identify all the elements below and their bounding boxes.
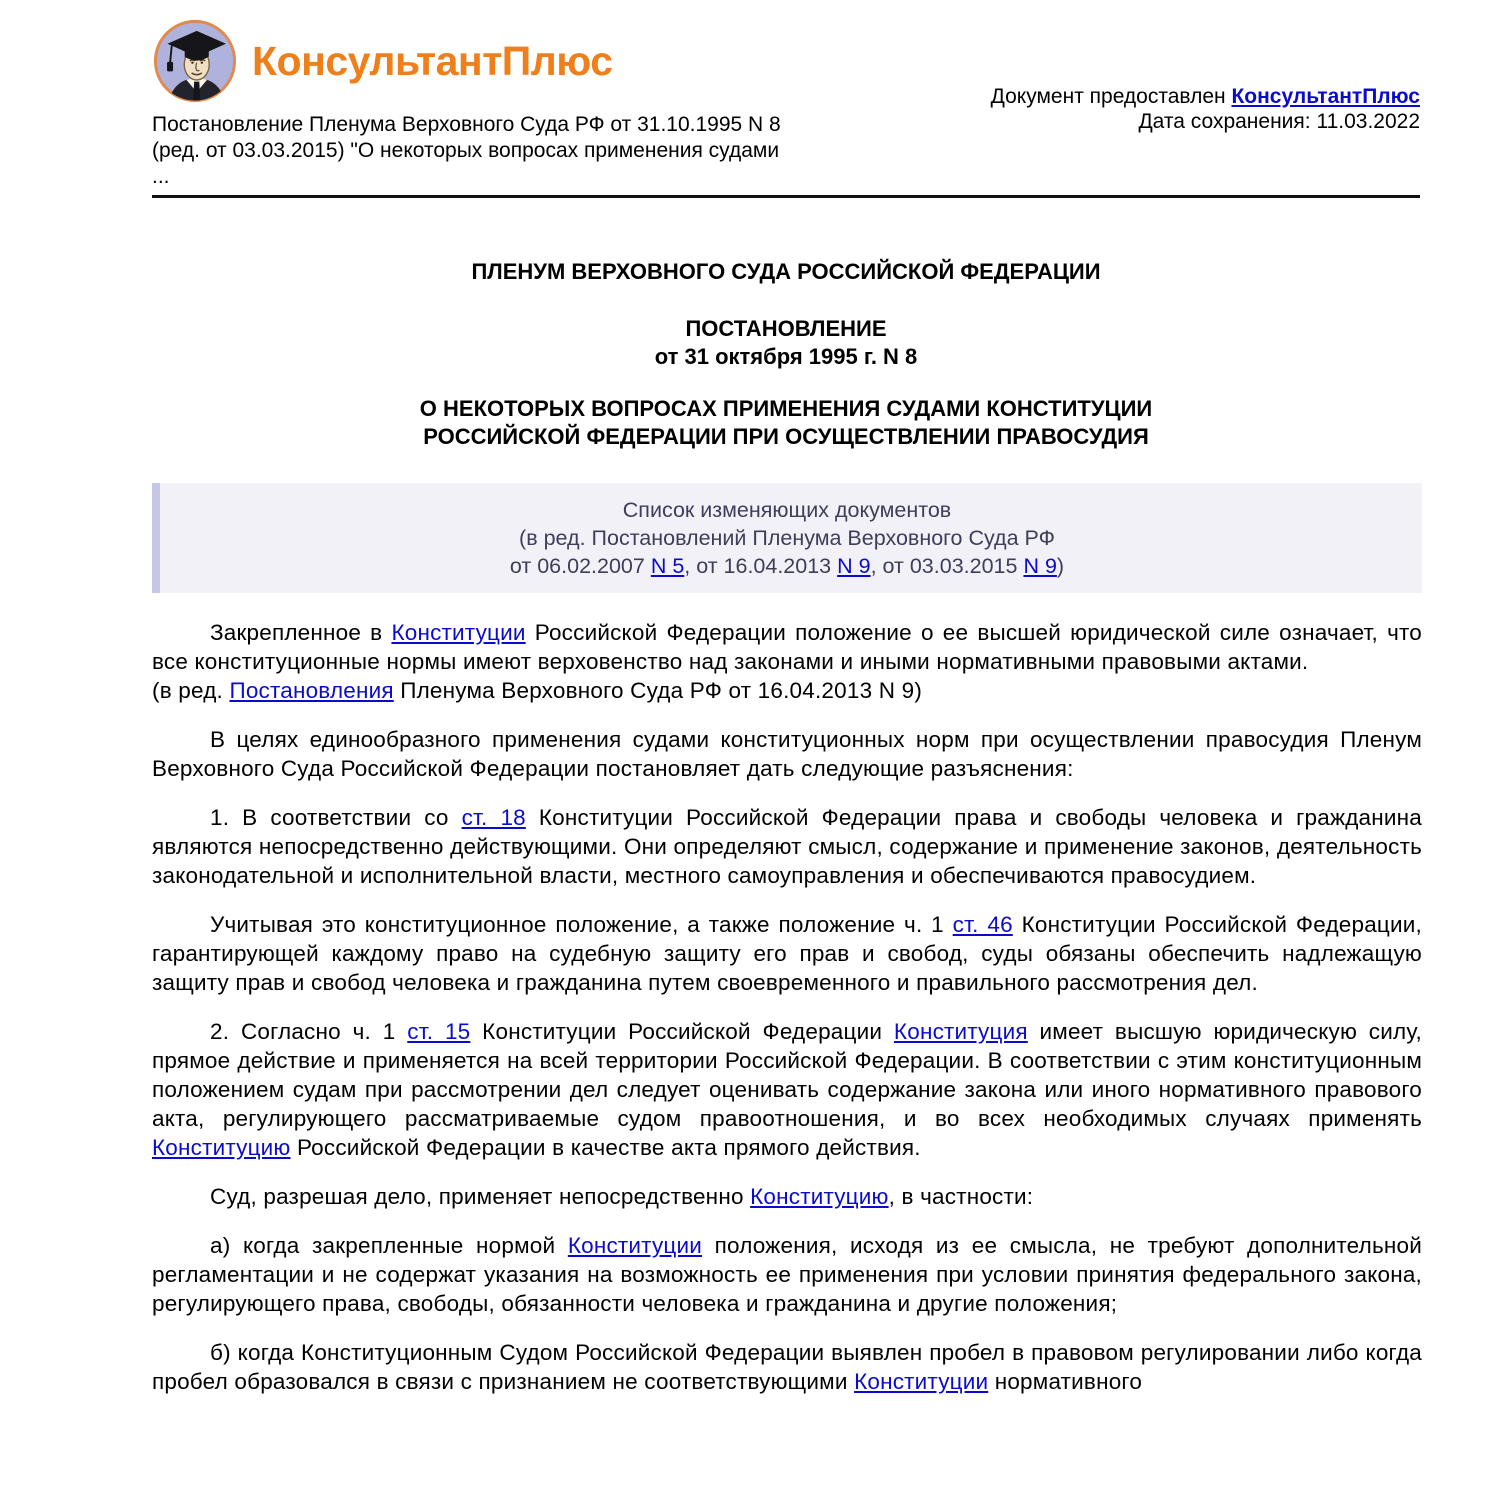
amendments-informer-box bbox=[152, 483, 1422, 593]
inline-link[interactable]: Конституцию bbox=[750, 1184, 889, 1209]
inline-link[interactable]: N 9 bbox=[1023, 554, 1057, 578]
text-run: Конституции Российской Федерации, гарантирующей каждому право на судебную защиту его прав и свобод, суды обязаны обеспечить надлежащую защиту прав и свобод человека и гражданина путем своевременного и правильного рассмотрения дел. bbox=[152, 912, 1422, 995]
doc-ref-line: ... bbox=[152, 165, 170, 188]
text-run: Закрепленное в bbox=[210, 620, 392, 645]
doc-ref-line: Постановление Пленума Верховного Суда РФ от 31.10.1995 N 8 bbox=[152, 113, 781, 136]
paragraph bbox=[152, 1182, 1422, 1211]
paragraph bbox=[152, 676, 1422, 705]
text-run: (в ред. bbox=[152, 678, 230, 703]
document-body bbox=[152, 598, 1422, 1396]
inline-link[interactable]: Конституцию bbox=[152, 1135, 291, 1160]
document-reference bbox=[152, 112, 781, 190]
text-run: Суд, разрешая дело, применяет непосредственно bbox=[210, 1184, 751, 1209]
inline-link[interactable]: Конституции bbox=[854, 1369, 989, 1394]
paragraph bbox=[162, 524, 1412, 552]
text-run: имеет высшую юридическую силу, прямое действие и применяется на всей территории Российской Федерации. В соответствии с этим конституционным положением судам при рассмотрении дел следует оценивать содержание закона или иного нормативного правового акта, регулирующего рассматриваемые судом правоотношения, и во всех необходимых случаях применять bbox=[152, 1019, 1422, 1131]
text-run: , в частности: bbox=[888, 1184, 1034, 1209]
text-run: , от 16.04.2013 bbox=[684, 554, 838, 578]
text-run: Пленума Верховного Суда РФ от 16.04.2013 N 9) bbox=[393, 678, 923, 703]
doc-ref-line: (ред. от 03.03.2015) "О некоторых вопросах применения судами bbox=[152, 139, 780, 162]
text-run: а) когда закрепленные нормой bbox=[210, 1233, 568, 1258]
inline-link[interactable]: ст. 46 bbox=[952, 912, 1013, 937]
text-run: Учитывая это конституционное положение, а также положение ч. 1 bbox=[210, 912, 953, 937]
text-run: от 06.02.2007 bbox=[509, 554, 651, 578]
text-run: В целях единообразного применения судами конституционных норм при осуществлении правосудия Пленум Верховного Суда Российской Федерации постановляет дать следующие разъяснения: bbox=[152, 727, 1422, 781]
text-run: б) когда Конституционным Судом Российской Федерации выявлен пробел в правовом регулировании либо когда пробел образовался в связи с признанием не соответствующими bbox=[152, 1340, 1422, 1394]
text-run: Список изменяющих документов bbox=[622, 498, 952, 522]
paragraph bbox=[152, 725, 1422, 783]
saved-date: Дата сохранения: 11.03.2022 bbox=[1138, 110, 1420, 133]
text-run: (в ред. Постановлений Пленума Верховного Суда РФ bbox=[519, 526, 1055, 550]
provided-by-text: Документ предоставлен bbox=[990, 85, 1232, 108]
header-divider bbox=[152, 195, 1420, 198]
inline-link[interactable]: Постановления bbox=[229, 678, 394, 703]
text-run: 1. В соответствии со bbox=[210, 805, 462, 830]
doc-title-line: РОССИЙСКОЙ ФЕДЕРАЦИИ ПРИ ОСУЩЕСТВЛЕНИИ ПРАВОСУДИЯ bbox=[423, 424, 1149, 449]
paragraph bbox=[152, 1017, 1422, 1162]
doc-title-line: О НЕКОТОРЫХ ВОПРОСАХ ПРИМЕНЕНИЯ СУДАМИ КОНСТИТУЦИИ bbox=[419, 396, 1153, 421]
paragraph bbox=[152, 803, 1422, 890]
inline-link[interactable]: N 9 bbox=[837, 554, 871, 578]
inline-link[interactable]: Конституция bbox=[893, 1019, 1028, 1044]
paragraph bbox=[152, 1338, 1422, 1396]
provided-by-block bbox=[991, 84, 1420, 134]
text-run: положения, исходя из ее смысла, не требуют дополнительной регламентации и не содержат указания на возможность ее применения при условии принятия федерального закона, регулирующего права, свободы, обязанности человека и гражданина и другие положения; bbox=[152, 1233, 1422, 1316]
paragraph bbox=[162, 552, 1412, 580]
text-run: Российской Федерации в качестве акта прямого действия. bbox=[290, 1135, 921, 1160]
paragraph bbox=[162, 496, 1412, 524]
text-run: нормативного bbox=[988, 1369, 1143, 1394]
consultantplus-logo-icon bbox=[152, 18, 238, 104]
text-run: ) bbox=[1056, 554, 1065, 578]
inline-link[interactable]: Конституции bbox=[567, 1233, 703, 1258]
consultantplus-link[interactable]: КонсультантПлюс bbox=[1231, 85, 1420, 108]
text-run: Конституции Российской Федерации права и свободы человека и гражданина являются непосредственно действующими. Они определяют смысл, содержание и применение законов, деятельность законодательной и исполнительной власти, местного самоуправления и обеспечиваются правосудием. bbox=[152, 805, 1422, 888]
paragraph bbox=[152, 1231, 1422, 1318]
doc-date: от 31 октября 1995 г. N 8 bbox=[654, 344, 918, 369]
paragraph bbox=[152, 910, 1422, 997]
provided-by-line bbox=[991, 84, 1420, 109]
brand-name: КонсультантПлюс bbox=[252, 37, 613, 84]
brand-header bbox=[152, 18, 613, 104]
paragraph bbox=[152, 618, 1422, 676]
inline-link[interactable]: Конституции bbox=[391, 620, 526, 645]
text-run: Конституции Российской Федерации bbox=[470, 1019, 894, 1044]
inline-link[interactable]: ст. 15 bbox=[407, 1019, 471, 1044]
doc-type: ПОСТАНОВЛЕНИЕ bbox=[685, 316, 887, 341]
doc-type-heading bbox=[152, 315, 1420, 371]
document-headings bbox=[152, 258, 1420, 451]
inline-link[interactable]: ст. 18 bbox=[461, 805, 526, 830]
inline-link[interactable]: N 5 bbox=[650, 554, 685, 578]
text-run: 2. Согласно ч. 1 bbox=[210, 1019, 408, 1044]
text-run: Российской Федерации положение о ее высшей юридической силе означает, что все конституционные нормы имеют верховенство над законами и иными нормативными правовыми актами. bbox=[152, 620, 1422, 674]
text-run: , от 03.03.2015 bbox=[870, 554, 1024, 578]
doc-title bbox=[152, 395, 1420, 451]
issuing-body-heading: ПЛЕНУМ ВЕРХОВНОГО СУДА РОССИЙСКОЙ ФЕДЕРАЦИИ bbox=[471, 259, 1101, 284]
